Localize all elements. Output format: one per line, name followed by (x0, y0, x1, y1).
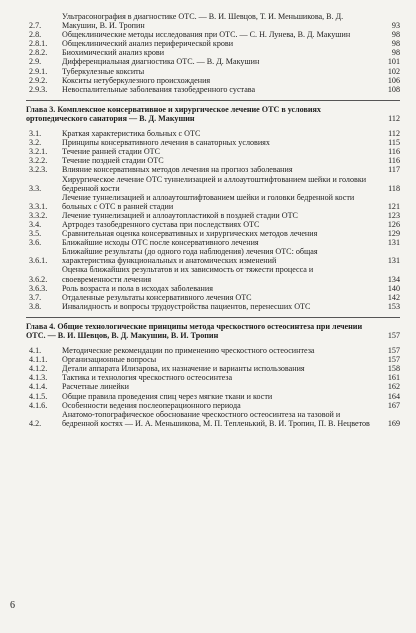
toc-entry-title: Сравнительная оценка консервативных и хирургических методов лечения (62, 229, 318, 239)
chapter-3-title: Глава 3. Комплексное консервативное и хирургическое лечение ОТС в условиях ортопедического санатория — В. Д. Макушин (26, 104, 321, 123)
toc-entry (26, 76, 400, 85)
toc-entry-number: 4.2. (29, 418, 42, 428)
toc-entry (26, 284, 400, 293)
toc-entry-title: Расчетные линейки (62, 382, 129, 392)
toc-section-3 (26, 129, 400, 311)
toc-entry (26, 355, 400, 364)
toc-entry-number: 4.1.1. (29, 355, 48, 365)
toc-entry-number: 2.9.1. (29, 66, 48, 76)
toc-entry (26, 220, 400, 229)
toc-entry-number: 2.7. (29, 21, 42, 31)
toc-entry-page: 129 (387, 229, 400, 239)
toc-entry (26, 238, 400, 247)
toc-entry-number: 3.4. (29, 219, 42, 229)
toc-entry (26, 165, 400, 174)
toc-entry-number: 3.8. (29, 301, 42, 311)
toc-entry-title: Роль возраста и пола в исходах заболевания (62, 283, 213, 293)
toc-entry-title: Оценка ближайших результатов и их зависимость от тяжести процесса и своевременности лечения (62, 265, 314, 284)
toc-entry-title: Биохимический анализ крови (62, 48, 165, 58)
toc-entry (26, 138, 400, 147)
toc-entry (26, 392, 400, 401)
toc-entry-number: 3.1. (29, 129, 42, 139)
toc-entry-page: 161 (387, 373, 400, 383)
toc-entry-page: 140 (387, 283, 400, 293)
toc-entry-title: Отдаленные результаты консервативного лечения ОТС (62, 292, 252, 302)
toc-entry-page: 164 (387, 391, 400, 401)
toc-entry-number: 4.1.2. (29, 364, 48, 374)
toc-entry (26, 265, 400, 283)
toc-entry-number: 3.6.2. (29, 274, 48, 284)
toc-entry-number: 3.5. (29, 229, 42, 239)
chapter-3-page: 112 (388, 113, 400, 123)
toc-entry (26, 382, 400, 391)
toc-entry-title: Ближайшие исходы ОТС после консервативного лечения (62, 238, 259, 248)
toc-entry-number: 3.7. (29, 292, 42, 302)
toc-entry-page: 118 (388, 183, 400, 193)
toc-entry-page: 167 (387, 400, 400, 410)
chapter-4-heading (26, 317, 400, 340)
chapter-3-heading (26, 100, 400, 123)
toc-entry-page: 102 (387, 66, 400, 76)
toc-section-4 (26, 346, 400, 428)
toc-entry-page: 126 (387, 219, 400, 229)
toc-entry-page: 153 (387, 301, 400, 311)
toc-entry-title: Ультрасонография в диагностике ОТС. — В. И. Шевцов, Т. И. Меньшикова, В. Д. Макушин, В. И. Тропин (62, 12, 344, 31)
toc-entry-number: 4.1.5. (29, 391, 48, 401)
toc-entry (26, 229, 400, 238)
toc-entry-title: Общие правила проведения спиц через мягкие ткани и кости (62, 391, 273, 401)
toc-entry-number: 3.3. (29, 183, 42, 193)
toc-entry-title: Кокситы нетуберкулезного происхождения (62, 75, 211, 85)
toc-entry-number: 2.9.3. (29, 84, 48, 94)
toc-entry-title: Лечение туннелизацией и аллоаутопластикой в поздней стадии ОТС (62, 210, 298, 220)
chapter-4-page: 157 (387, 331, 400, 340)
toc-entry-page: 108 (387, 84, 400, 94)
toc-entry (26, 156, 400, 165)
toc-section-2 (26, 12, 400, 94)
toc-entry-title: Туберкулезные кокситы (62, 66, 145, 76)
toc-entry-number: 3.2.2. (29, 156, 48, 166)
toc-entry-number: 3.2.1. (29, 147, 48, 157)
toc-entry-title: Принципы консервативного лечения в санаторных условиях (62, 138, 270, 148)
toc-entry (26, 346, 400, 355)
toc-entry-page: 169 (387, 418, 400, 428)
toc-entry-title: Ближайшие результаты (до одного года наблюдения) лечения ОТС: общая характеристика функциональных и анатомических изменений (62, 247, 318, 266)
toc-entry (26, 39, 400, 48)
toc-entry (26, 302, 400, 311)
toc-entry-title: Течение ранней стадии ОТС (62, 147, 161, 157)
toc-entry-number: 3.6. (29, 238, 42, 248)
toc-entry-page: 93 (391, 21, 400, 31)
toc-entry-title: Влияние консервативных методов лечения на прогноз заболевания (62, 165, 293, 175)
toc-entry-title: Организационные вопросы (62, 355, 157, 365)
toc-entry-page: 98 (391, 39, 400, 49)
toc-entry-number: 3.3.2. (29, 210, 48, 220)
toc-entry-page: 131 (387, 256, 400, 266)
toc-entry-page: 157 (387, 346, 400, 356)
toc-entry-page: 123 (387, 210, 400, 220)
toc-entry (26, 57, 400, 66)
toc-entry-page: 98 (391, 30, 400, 40)
toc-entry-page: 116 (388, 156, 400, 166)
toc-entry-title: Лечение туннелизацией и аллоаутоштифтованием шейки и головки бедренной кости больных с ОТС в ранней стадии (62, 192, 355, 211)
toc-entry-number: 2.8.1. (29, 39, 48, 49)
toc-entry-title: Анатомо-топографическое обоснование чрескостного остеосинтеза на тазовой и бедренной костях — И. А. Меньшикова, М. П. Тепленький, В. И. Тропин, П. В. Нецветов (62, 409, 370, 428)
toc-entry-number: 2.9. (29, 57, 42, 67)
toc-entry-number: 2.8.2. (29, 48, 48, 58)
page-number: 6 (10, 600, 15, 611)
toc-entry-number: 2.8. (29, 30, 42, 40)
toc-entry-number: 3.3.1. (29, 201, 48, 211)
toc-entry-page: 106 (387, 75, 400, 85)
toc-entry-page: 98 (391, 48, 400, 58)
toc-entry-title: Общеклинические методы исследования при ОТС. — С. Н. Лунева, В. Д. Макушин (62, 30, 351, 40)
toc-entry-page: 116 (388, 147, 400, 157)
toc-entry-title: Дифференциальная диагностика ОТС. — В. Д. Макушин (62, 57, 260, 67)
toc-entry-page: 134 (387, 274, 400, 284)
table-of-contents (26, 12, 400, 428)
toc-entry-title: Общеклинический анализ периферической крови (62, 39, 234, 49)
toc-entry-title: Методические рекомендации по применению чрескостного остеосинтеза (62, 346, 315, 356)
toc-entry-number: 2.9.2. (29, 75, 48, 85)
toc-entry (26, 211, 400, 220)
toc-entry (26, 147, 400, 156)
toc-entry (26, 48, 400, 57)
toc-entry-title: Хирургическое лечение ОТС туннелизацией и аллоаутоштифтованием шейки и головки бедренной кости (62, 174, 367, 193)
toc-entry-number: 4.1. (29, 346, 42, 356)
toc-entry-title: Особенности ведения послеоперационного периода (62, 400, 241, 410)
toc-entry-page: 131 (387, 238, 400, 248)
toc-entry-title: Артродез тазобедренного сустава при последствиях ОТС (62, 219, 260, 229)
toc-entry-page: 115 (388, 138, 400, 148)
toc-entry-number: 3.6.1. (29, 256, 48, 266)
toc-entry-title: Детали аппарата Илизарова, их назначение и варианты использования (62, 364, 305, 374)
toc-entry (26, 193, 400, 211)
toc-entry-page: 112 (388, 129, 400, 139)
toc-entry-page: 121 (387, 201, 400, 211)
toc-entry-title: Тактика и технология чрескостного остеосинтеза (62, 373, 233, 383)
toc-entry (26, 67, 400, 76)
toc-entry-title: Течение поздней стадии ОТС (62, 156, 164, 166)
toc-entry-title: Невоспалительные заболевания тазобедренного сустава (62, 84, 256, 94)
toc-entry (26, 293, 400, 302)
toc-entry-title: Инвалидность и вопросы трудоустройства пациентов, перенесших ОТС (62, 301, 311, 311)
toc-entry-number: 4.1.6. (29, 400, 48, 410)
toc-entry-page: 162 (387, 382, 400, 392)
toc-entry-number: 3.2. (29, 138, 42, 148)
toc-entry-page: 101 (387, 57, 400, 67)
toc-entry (26, 373, 400, 382)
toc-entry-number: 3.6.3. (29, 283, 48, 293)
toc-entry-number: 3.2.3. (29, 165, 48, 175)
toc-entry-number: 4.1.4. (29, 382, 48, 392)
toc-entry-page: 117 (388, 165, 400, 175)
toc-entry (26, 129, 400, 138)
toc-entry (26, 364, 400, 373)
toc-entry-page: 158 (387, 364, 400, 374)
toc-entry-page: 142 (387, 292, 400, 302)
toc-entry-number: 4.1.3. (29, 373, 48, 383)
toc-entry (26, 30, 400, 39)
toc-entry (26, 401, 400, 410)
toc-entry (26, 175, 400, 193)
toc-entry (26, 247, 400, 265)
toc-entry-page: 157 (387, 355, 400, 365)
toc-entry (26, 12, 400, 30)
toc-entry (26, 410, 400, 428)
toc-entry-title: Краткая характеристика больных с ОТС (62, 129, 201, 139)
toc-entry (26, 85, 400, 94)
chapter-4-title: Глава 4. Общие технологические принципы метода чрескостного остеосинтеза при лечении ОТС. — В. И. Шевцов, В. Д. Макушин, В. И. Тропин (26, 321, 363, 340)
